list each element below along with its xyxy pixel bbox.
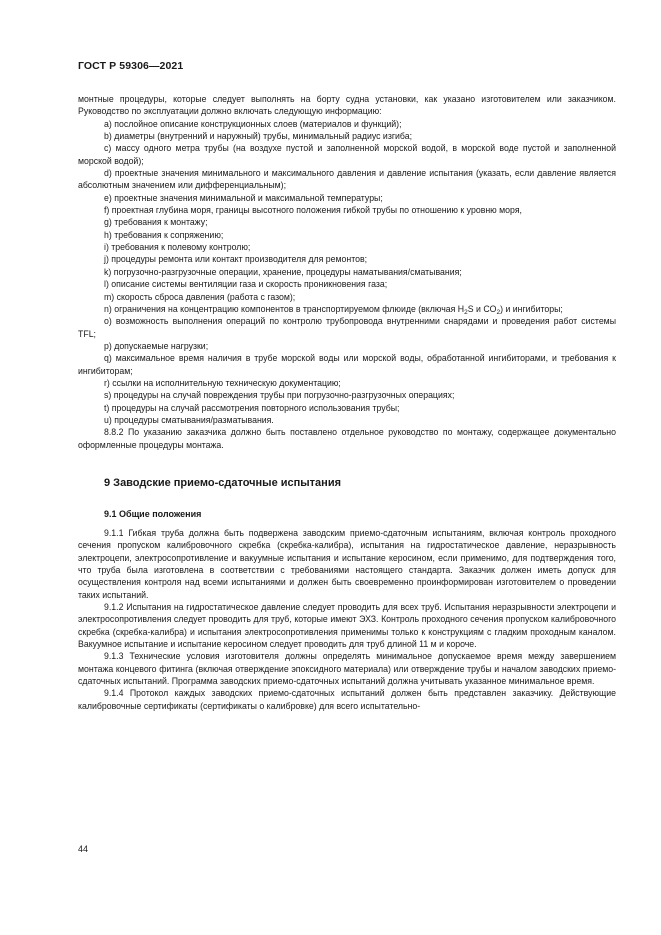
list-item: u) процедуры сматывания/разматывания.	[104, 414, 274, 425]
item-n-sub-h2s: 2	[464, 308, 468, 316]
list-item: o) возможность выполнения операций по контролю трубопровода внутренними снарядами и проведения работ системы TFL;	[78, 316, 616, 339]
list-item: b) диаметры (внутренний и наружный) трубы, минимальный радиус изгиба;	[104, 131, 413, 142]
list-item: e) проектные значения минимальной и максимальной температуры;	[104, 192, 383, 203]
paragraph-8-8-2: 8.8.2 По указанию заказчика должно быть поставлено отдельное руководство по монтажу, содержащее документально оформленные процедуры монтажа.	[78, 427, 616, 450]
info-list	[78, 118, 616, 427]
list-item: l) описание системы вентиляции газа и скорость проникновения газа;	[104, 279, 388, 290]
list-item: i) требования к полевому контролю;	[104, 242, 251, 253]
item-n-sub-co2: 2	[496, 308, 501, 316]
list-item: s) процедуры на случай повреждения трубы при погрузочно-разгрузочных операциях;	[104, 390, 455, 401]
item-n-mid: S и CO	[467, 303, 497, 314]
item-n-pre: n) ограничения на концентрацию компонентов в транспортируемом флюиде (включая H	[104, 303, 465, 314]
subsection-9-1-title: 9.1 Общие положения	[104, 508, 202, 519]
list-item: f) проектная глубина моря, границы высотного положения гибкой трубы по отношению к уровню моря,	[104, 205, 522, 216]
list-item: q) максимальное время наличия в трубе морской воды или морской воды, обработанной ингибиторами, и требования к ингибиторам;	[78, 353, 616, 376]
paragraph-9-1-4: 9.1.4 Протокол каждых заводских приемо-сдаточных испытаний должен быть представлен заказчику. Действующие калибровочные сертификаты (сертификаты о калибровке) для всего испытательно-	[78, 688, 616, 711]
document-header: ГОСТ Р 59306—2021	[78, 60, 184, 72]
list-item: c) массу одного метра трубы (на воздухе пустой и заполненной морской водой, в морской воде пустой и заполненной морской водой);	[78, 143, 616, 166]
list-item: h) требования к сопряжению;	[104, 229, 224, 240]
item-n-post: ) и ингибиторы;	[500, 303, 563, 314]
page-content	[78, 93, 616, 712]
list-item: j) процедуры ремонта или контакт производителя для ремонтов;	[104, 254, 368, 265]
paragraph-9-1-3: 9.1.3 Технические условия изготовителя должны определять минимальное допускаемое время между завершением монтажа концевого фитинга (включая отверждение эпоксидного материала) или отверждение трубы и началом заводских приемо-сдаточных испытаний. Программа заводских приемо-сдаточных испытаний должна учитывать указанное минимальное время.	[78, 651, 616, 687]
list-item: t) процедуры на случай рассмотрения повторного использования трубы;	[104, 402, 400, 413]
page-number: 44	[78, 844, 89, 854]
list-item: g) требования к монтажу;	[104, 217, 208, 228]
list-item: p) допускаемые нагрузки;	[104, 340, 209, 351]
list-item: k) погрузочно-разгрузочные операции, хранение, процедуры наматывания/сматывания;	[104, 266, 462, 277]
list-item-n	[78, 303, 616, 315]
paragraph-9-1-1: 9.1.1 Гибкая труба должна быть подвержена заводским приемо-сдаточным испытаниям, включая контроль проходного сечения пропуском калибровочного скребка (скребка-калибра), испытания на гидростатическое давление, неразрывность электроцепи, электросопротивление и вакуумные испытания и испытание керосином, если применимо, для подтверждения того, что труба была изготовлена в соответствии с требованиями настоящего стандарта. Заказчик должен иметь допуск для осуществления контроля над всеми испытаниями и должен быть своевременно проинформирован изготовителем о проведении таких испытаний.	[78, 527, 616, 600]
list-item: r) ссылки на исполнительную техническую документацию;	[104, 377, 341, 388]
section-9-title: 9 Заводские приемо-сдаточные испытания	[104, 476, 341, 489]
list-item: m) скорость сброса давления (работа с газом);	[104, 291, 296, 302]
paragraph-9-1-2: 9.1.2 Испытания на гидростатическое давление следует проводить для всех труб. Испытания неразрывности электроцепи и электросопротивления следует проводить для труб, которые имеют ЭХЗ. Контроль проходного сечения пропуском калибровочного скребка (скребка-калибра) и испытания электросопротивления применимы только к конструкциям с гладким проходным каналом. Вакуумное испытание и испытание керосином следует проводить для труб длиной 11 м и короче.	[78, 602, 616, 650]
list-item: d) проектные значения минимального и максимального давления и давление испытания (указать, если давление является абсолютным значением или дифференциальным);	[78, 168, 616, 191]
list-item: a) послойное описание конструкционных слоев (материалов и функций);	[104, 118, 402, 129]
intro-paragraph: монтные процедуры, которые следует выполнять на борту судна установки, как указано изготовителем или заказчиком. Руководство по эксплуатации должно включать следующую информацию:	[78, 94, 616, 117]
